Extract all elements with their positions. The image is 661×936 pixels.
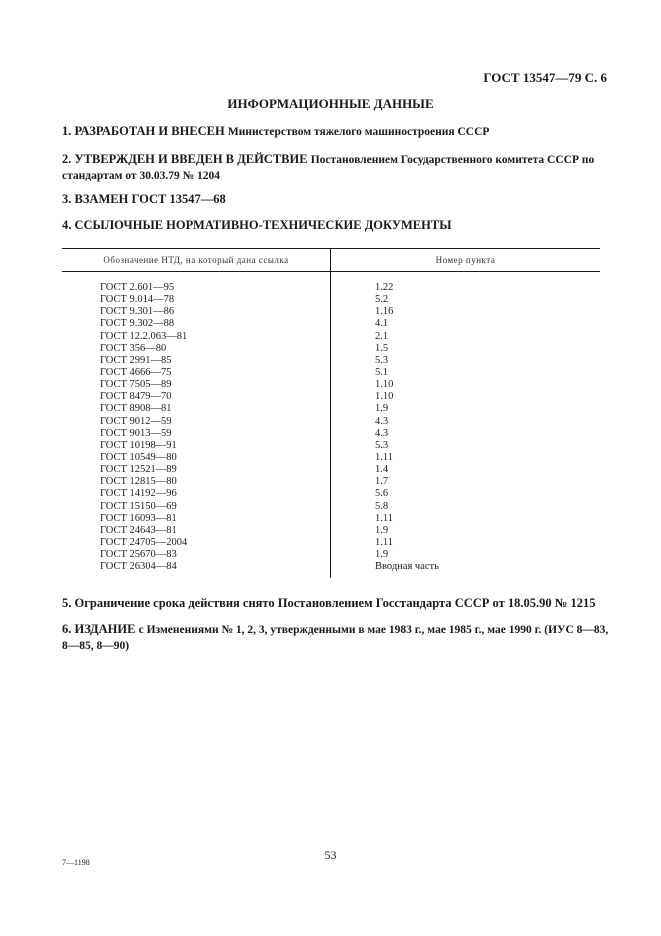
table-cell-clause: Вводная часть [375, 561, 439, 573]
item-1-text: Министерством тяжелого машиностроения СССР [227, 126, 490, 138]
item-6-lead: 6. ИЗДАНИЕ [62, 622, 136, 636]
table-cell-designation: ГОСТ 2991—85 [100, 354, 172, 366]
item-3 [62, 192, 612, 207]
table-header-designation: Обозначение НТД, на который дана ссылка [103, 255, 289, 265]
table-cell-designation: ГОСТ 26304—84 [100, 561, 177, 573]
table-column-divider [330, 248, 331, 578]
item-4 [62, 218, 612, 233]
table-cell-clause: 1.22 [375, 282, 394, 293]
table-cell-clause: 5.2 [375, 294, 389, 306]
table-cell-designation: ГОСТ 4666—75 [100, 366, 172, 378]
print-code: 7—1198 [62, 858, 90, 867]
table-cell-designation: ГОСТ 7505—89 [100, 379, 172, 391]
table-cell-designation: ГОСТ 356—80 [100, 342, 167, 354]
table-cell-clause: 5.1 [375, 366, 389, 378]
table-cell-designation: ГОСТ 2.601—95 [100, 282, 175, 293]
table-cell-designation: ГОСТ 12815—80 [100, 476, 177, 488]
table-cell-designation: ГОСТ 9.301—86 [100, 306, 175, 318]
table-cell-clause: 1.4 [375, 464, 389, 476]
item-2-lead: 2. УТВЕРЖДЕН И ВВЕДЕН В ДЕЙСТВИЕ [62, 152, 308, 166]
item-5-lead: 5. Ограничение срока действия снято Постановлением Госстандарта СССР от 18.05.90 № 1215 [62, 596, 596, 610]
table-cell-designation: ГОСТ 24643—81 [100, 524, 177, 536]
table-cell-designation: ГОСТ 10549—80 [100, 451, 177, 463]
table-cell-designation: ГОСТ 12521—89 [100, 464, 177, 476]
page-number: 53 [324, 848, 337, 862]
table-cell-clause: 1.9 [375, 403, 389, 415]
item-1 [62, 124, 612, 140]
item-5 [62, 596, 612, 611]
table-cell-designation: ГОСТ 15150—69 [100, 500, 177, 512]
table-cell-clause: 5.6 [375, 488, 389, 500]
table-cell-designation: ГОСТ 25670—83 [100, 549, 177, 561]
table-cell-clause: 4.1 [375, 318, 389, 330]
item-2 [62, 152, 612, 184]
table-clause-column [375, 282, 439, 573]
table-header-clause: Номер пункта [435, 255, 496, 265]
table-cell-clause: 1.7 [375, 476, 389, 488]
item-1-lead: 1. РАЗРАБОТАН И ВНЕСЕН [62, 124, 225, 138]
table-cell-designation: ГОСТ 24705—2004 [100, 536, 188, 548]
item-2-text: Постановлением Государственного комитета СССР по стандартам от 30.03.79 № 1204 [62, 154, 595, 182]
item-4-lead: 4. ССЫЛОЧНЫЕ НОРМАТИВНО-ТЕХНИЧЕСКИЕ ДОКУМЕНТЫ [62, 218, 452, 232]
table-cell-clause: 1.11 [375, 536, 393, 548]
table-top-rule [62, 248, 600, 249]
table-cell-clause: 1.11 [375, 451, 393, 463]
table-cell-designation: ГОСТ 12.2.063—81 [100, 330, 188, 342]
table-cell-clause: 1.11 [375, 512, 393, 524]
table-cell-clause: 4.3 [375, 415, 389, 427]
document-header: ГОСТ 13547—79 С. 6 [483, 70, 607, 85]
table-cell-designation: ГОСТ 9012—59 [100, 415, 172, 427]
table-cell-designation: ГОСТ 10198—91 [100, 439, 177, 451]
table-cell-designation: ГОСТ 9.302—88 [100, 318, 175, 330]
table-cell-designation: ГОСТ 9013—59 [100, 427, 172, 439]
table-cell-clause: 4.3 [375, 427, 389, 439]
table-cell-clause: 5.3 [375, 354, 389, 366]
item-6 [62, 622, 612, 654]
table-cell-clause: 1.10 [375, 379, 394, 391]
table-cell-clause: 1.9 [375, 549, 389, 561]
table-cell-clause: 5.3 [375, 439, 389, 451]
table-header-rule [62, 271, 600, 272]
table-cell-clause: 1.9 [375, 524, 389, 536]
section-title: ИНФОРМАЦИОННЫЕ ДАННЫЕ [227, 96, 434, 111]
table-cell-clause: 1.16 [375, 306, 394, 318]
table-cell-designation: ГОСТ 9.014—78 [100, 294, 175, 306]
table-designation-column [100, 282, 187, 573]
table-cell-clause: 2.1 [375, 330, 389, 342]
table-cell-designation: ГОСТ 8908—81 [100, 403, 172, 415]
table-cell-designation: ГОСТ 8479—70 [100, 391, 172, 403]
table-cell-clause: 5.8 [375, 500, 389, 512]
item-6-text: с Изменениями № 1, 2, 3, утвержденными в мае 1983 г., мае 1985 г., мае 1990 г. (ИУС 8—83, 8—85, 8—90) [62, 624, 609, 652]
table-cell-designation: ГОСТ 14192—96 [100, 488, 177, 500]
table-cell-designation: ГОСТ 16093—81 [100, 512, 177, 524]
table-cell-clause: 1.5 [375, 342, 389, 354]
item-3-lead: 3. ВЗАМЕН ГОСТ 13547—68 [62, 192, 226, 206]
table-cell-clause: 1.10 [375, 391, 394, 403]
